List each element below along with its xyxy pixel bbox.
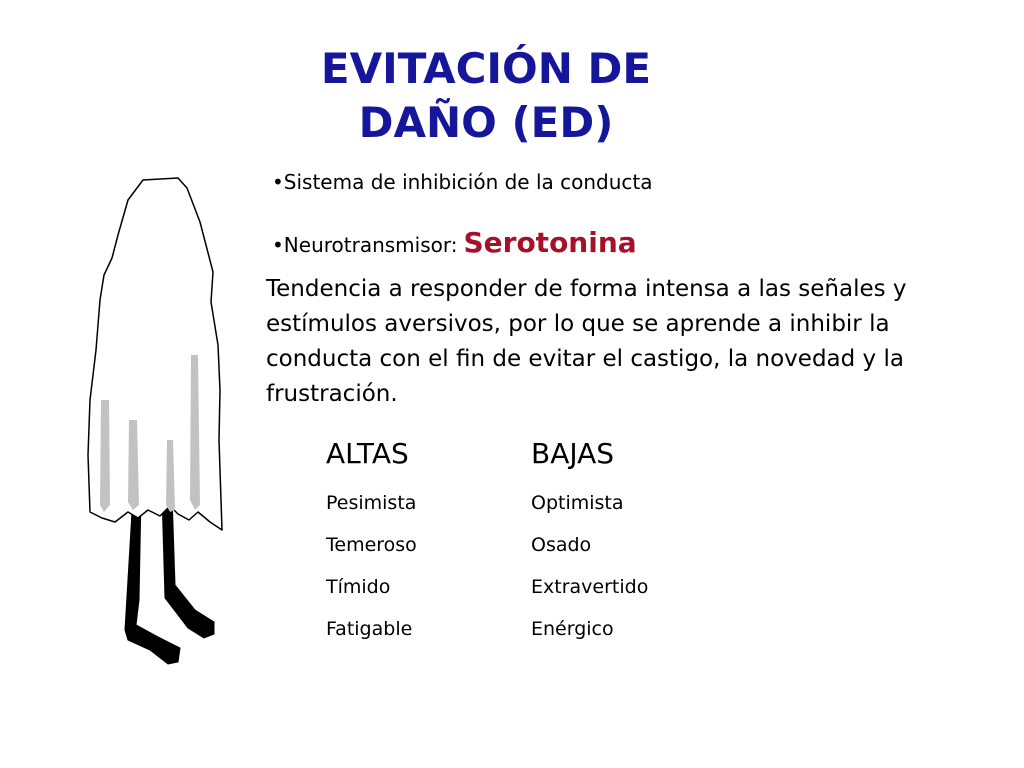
slide-title bbox=[0, 42, 972, 150]
list-item: Enérgico bbox=[531, 618, 614, 640]
list-item: Tímido bbox=[326, 576, 391, 598]
bullet-system: •Sistema de inhibición de la conducta bbox=[272, 170, 653, 194]
neurotransmitter-value: Serotonina bbox=[463, 226, 637, 259]
column-altas-list bbox=[326, 482, 417, 650]
list-item: Pesimista bbox=[326, 492, 417, 514]
bullet-neurotransmitter: •Neurotransmisor: Serotonina bbox=[272, 226, 637, 259]
title-line-1: EVITACIÓN DE bbox=[320, 44, 652, 93]
column-bajas bbox=[531, 434, 648, 650]
column-bajas-header: BAJAS bbox=[531, 437, 615, 470]
list-item: Temeroso bbox=[326, 534, 417, 556]
list-item: Osado bbox=[531, 534, 592, 556]
bullet-system-text: Sistema de inhibición de la conducta bbox=[283, 170, 653, 194]
neurotransmitter-label: Neurotransmisor: bbox=[283, 233, 458, 257]
list-item: Extravertido bbox=[531, 576, 649, 598]
legs bbox=[125, 495, 214, 664]
ghost-figure bbox=[80, 172, 240, 672]
list-item: Fatigable bbox=[326, 618, 413, 640]
description: Tendencia a responder de forma intensa a las señales y estímulos aversivos, por lo que se aprende a inhibir la conducta con el fin de evitar el castigo, la novedad y la frustración. bbox=[266, 276, 907, 407]
list-item: Optimista bbox=[531, 492, 624, 514]
title-line-2: DAÑO (ED) bbox=[358, 98, 614, 147]
column-altas bbox=[326, 434, 417, 650]
column-altas-header: ALTAS bbox=[326, 437, 409, 470]
column-bajas-list bbox=[531, 482, 648, 650]
